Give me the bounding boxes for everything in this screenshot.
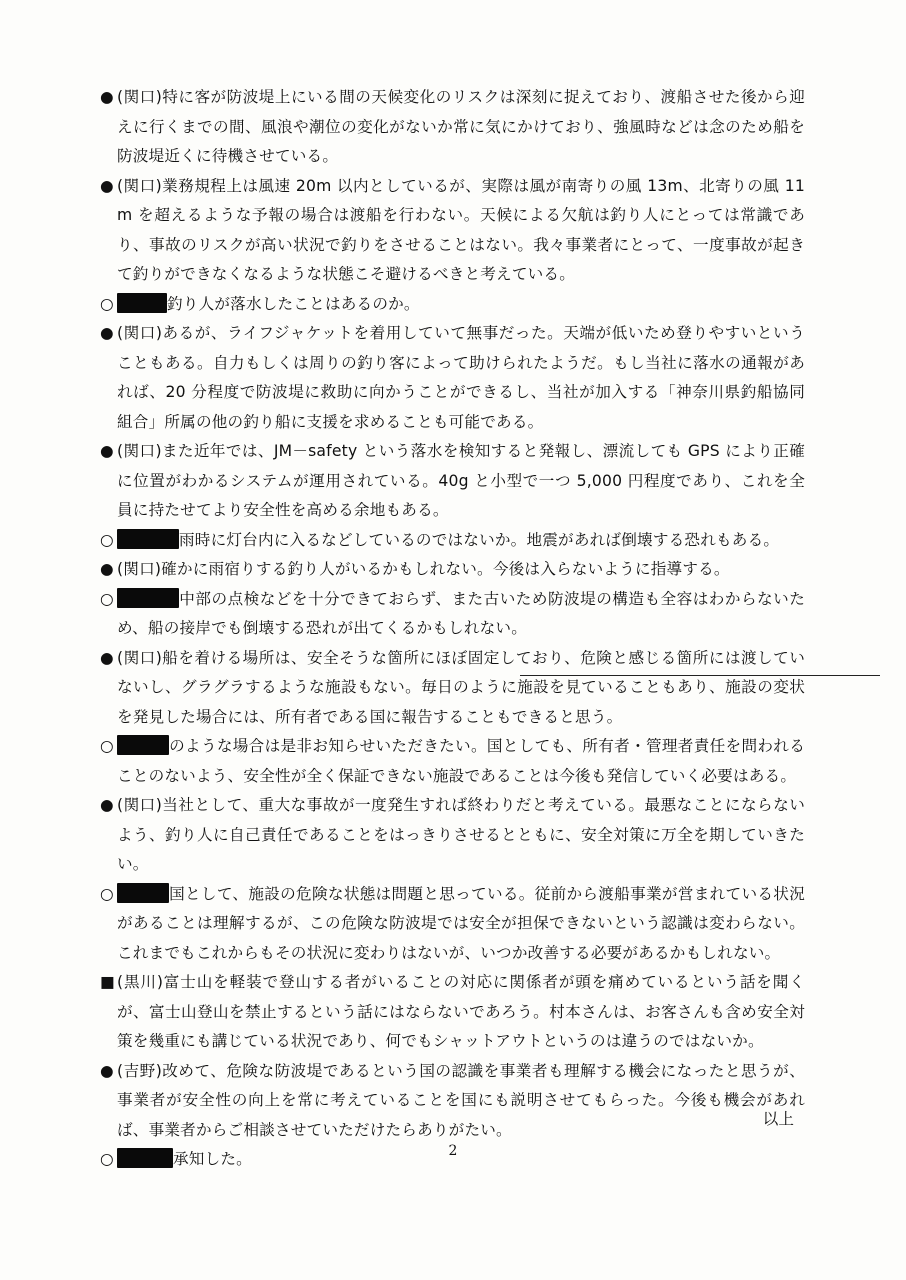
statement-text-wrap — [117, 290, 805, 320]
statement-paragraph — [100, 791, 805, 880]
statement-text-wrap — [117, 732, 805, 791]
closing-text: 以上 — [762, 1110, 794, 1128]
speaker-marker: ● — [100, 442, 114, 460]
statement-paragraph — [100, 290, 805, 320]
statement-text-wrap — [117, 526, 805, 556]
statement-paragraph — [100, 172, 805, 290]
statement-text: (関口)あるが、ライフジャケットを着用していて無事だった。天端が低いため登りやすいということもある。自力もしくは周りの釣り客によって助けられたようだ。もし当社に落水の通報があれば、20 分程度で防波堤に救助に向かうことができるし、当社が加入する「神奈川県釣船協同組合」所属の他の釣り船に支援を求めることも可能である。 — [117, 324, 805, 431]
statement-paragraph — [100, 1057, 805, 1146]
statement-text: (関口)当社として、重大な事故が一度発生すれば終わりだと考えている。最悪なことにならないよう、釣り人に自己責任であることをはっきりさせるとともに、安全対策に万全を期していきたい。 — [117, 796, 805, 873]
statement-paragraph — [100, 968, 805, 1057]
speaker-marker: ● — [100, 88, 114, 106]
statement-paragraph — [100, 555, 805, 585]
statement-text: 中部の点検などを十分できておらず、また古いため防波堤の構造も全容はわからないため、船の接岸でも倒壊する恐れが出てくるかもしれない。 — [117, 589, 805, 637]
strikethrough-line — [520, 675, 880, 676]
statement-text-wrap — [117, 437, 805, 526]
statement-paragraph — [100, 526, 805, 556]
statement-text-wrap — [117, 968, 805, 1057]
statement-paragraph — [100, 319, 805, 437]
speaker-marker: ○ — [100, 884, 114, 903]
statement-text-wrap — [117, 585, 805, 644]
statement-text: 承知した。 — [173, 1150, 252, 1168]
statement-text: のような場合は是非お知らせいただきたい。国としても、所有者・管理者責任を問われることのないよう、安全性が全く保証できない施設であることは今後も発信していく必要はある。 — [117, 737, 805, 785]
speaker-marker: ● — [100, 176, 114, 195]
speaker-marker: ○ — [100, 294, 114, 313]
statement-paragraph — [100, 585, 805, 644]
speaker-marker: ● — [100, 560, 114, 578]
speaker-marker: ■ — [100, 973, 115, 991]
redaction-block — [117, 883, 169, 903]
statement-text: (関口)特に客が防波堤上にいる間の天候変化のリスクは深刻に捉えており、渡船させた後から迎えに行くまでの間、風浪や潮位の変化がないか常に気にかけており、強風時などは念のため船を防波堤近くに待機させている。 — [117, 88, 805, 165]
redaction-block — [117, 293, 167, 313]
speaker-marker: ○ — [100, 589, 114, 608]
statement-text: (関口)業務規程上は風速 20m 以内としているが、実際は風が南寄りの風 13m、北寄りの風 11m を超えるような予報の場合は渡船を行わない。天候による欠航は釣り人にとっては常識であり、事故のリスクが高い状況で釣りをさせることはない。我々事業者にとって、一度事故が起きて釣りができなくなるような状態こそ避けるべきと考えている。 — [117, 176, 805, 283]
statement-text: 国として、施設の危険な状態は問題と思っている。従前から渡船事業が営まれている状況があることは理解するが、この危険な防波堤では安全が担保できないという認識は変わらない。これまでもこれからもその状況に変わりはないが、いつか改善する必要があるかもしれない。 — [117, 884, 805, 962]
statement-text: 釣り人が落水したことはあるのか。 — [167, 294, 420, 313]
statement-text-wrap — [117, 791, 805, 880]
statement-text-wrap — [117, 880, 805, 969]
speaker-marker: ● — [100, 796, 114, 814]
statement-paragraph — [100, 83, 805, 172]
statement-text: (関口)確かに雨宿りする釣り人がいるかもしれない。今後は入らないように指導する。 — [117, 560, 730, 578]
statement-text-wrap — [117, 83, 805, 172]
statement-text: (関口)船を着ける場所は、安全そうな箇所にほぼ固定しており、危険と感じる箇所には渡していないし、グラグラするような施設もない。毎日のように施設を見ていることもあり、施設の変状を発見した場合には、所有者である国に報告することもできると思う。 — [117, 648, 805, 726]
redaction-block — [117, 529, 179, 549]
statement-text-wrap — [117, 319, 805, 437]
speaker-marker: ○ — [100, 1150, 114, 1168]
statement-text-wrap — [117, 644, 805, 733]
statement-text-wrap — [117, 555, 805, 585]
page-number: 2 — [448, 1143, 458, 1159]
redaction-block — [117, 588, 179, 608]
statement-paragraph — [100, 644, 805, 733]
statement-text-wrap — [117, 172, 805, 290]
speaker-marker: ○ — [100, 530, 114, 549]
speaker-marker: ● — [100, 648, 114, 667]
statement-text: (吉野)改めて、危険な防波堤であるという国の認識を事業者も理解する機会になったと思うが、事業者が安全性の向上を常に考えていることを国にも説明させてもらった。今後も機会があれば、事業者からご相談させていただけたらありがたい。 — [117, 1061, 805, 1139]
statement-text: (黒川)富士山を軽装で登山する者がいることの対応に関係者が頭を痛めているという話を聞くが、富士山登山を禁止するという話にはならないであろう。村本さんは、お客さんも含め安全対策を幾重にも講じている状況であり、何でもシャットアウトというのは違うのではないか。 — [117, 973, 805, 1050]
statement-text-wrap — [117, 1057, 805, 1146]
speaker-marker: ● — [100, 324, 114, 342]
speaker-marker: ○ — [100, 737, 114, 755]
statement-text: 雨時に灯台内に入るなどしているのではないか。地震があれば倒壊する恐れもある。 — [179, 530, 780, 549]
redaction-block — [117, 735, 169, 755]
speaker-marker: ● — [100, 1061, 114, 1080]
minutes-body — [100, 83, 805, 1175]
statement-paragraph — [100, 437, 805, 526]
statement-text: (関口)また近年では、JM－safety という落水を検知すると発報し、漂流しても GPS により正確に位置がわかるシステムが運用されている。40g と小型で一つ 5,000 円程度であり、これを全員に持たせてより安全性を高める余地もある。 — [117, 442, 805, 519]
statement-paragraph — [100, 732, 805, 791]
statement-paragraph — [100, 880, 805, 969]
